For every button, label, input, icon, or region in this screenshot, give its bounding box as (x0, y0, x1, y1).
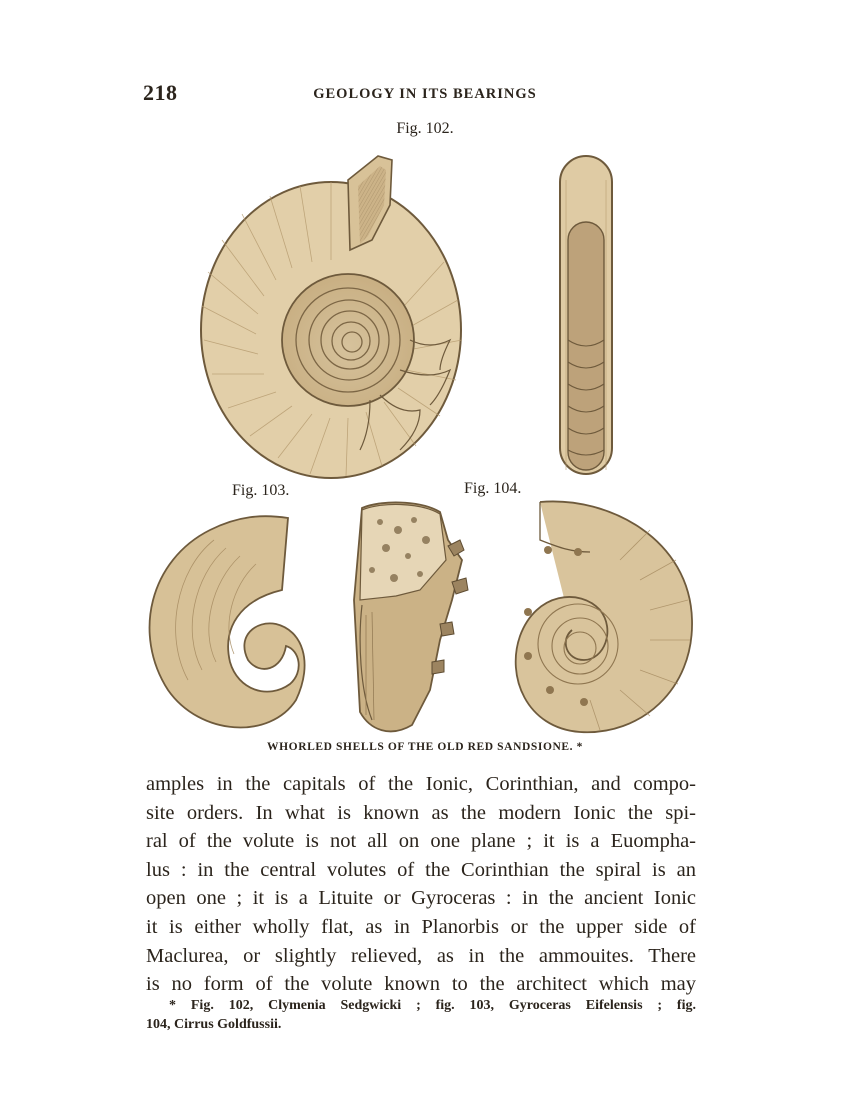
fig-104-label: Fig. 104. (464, 480, 522, 497)
body-line: Maclurea, or slightly relieved, as in the ammouites. There (146, 944, 696, 967)
body-paragraph (146, 770, 696, 999)
running-head: GEOLOGY IN ITS BEARINGS (313, 86, 537, 102)
footnote-line: * Fig. 102, Clymenia Sedgwicki ; fig. 103, Gyroceras Eifelensis ; fig. (169, 998, 696, 1013)
body-line: site orders. In what is known as the modern Ionic the spi- (146, 801, 696, 824)
footnote-line: 104, Cirrus Goldfussii. (146, 1017, 282, 1032)
body-line: lus : in the central volutes of the Corinthian the spiral is an (146, 858, 696, 881)
body-line: amples in the capitals of the Ionic, Corinthian, and compo- (146, 773, 696, 795)
figure-caption: WHORLED SHELLS OF THE OLD RED SANDSIONE. * (267, 741, 583, 753)
page-number: 218 (143, 80, 178, 105)
footnote (146, 996, 696, 1034)
body-line: ral of the volute is not all on one plane ; it is a Euompha- (146, 830, 696, 853)
fig-102-label: Fig. 102. (396, 120, 454, 137)
body-line: is no form of the volute known to the architect which may (146, 973, 696, 996)
body-line: it is either wholly flat, as in Planorbis or the upper side of (146, 915, 696, 938)
body-line: open one ; it is a Lituite or Gyroceras : in the ancient Ionic (146, 887, 696, 910)
fig-103-label: Fig. 103. (232, 482, 290, 499)
